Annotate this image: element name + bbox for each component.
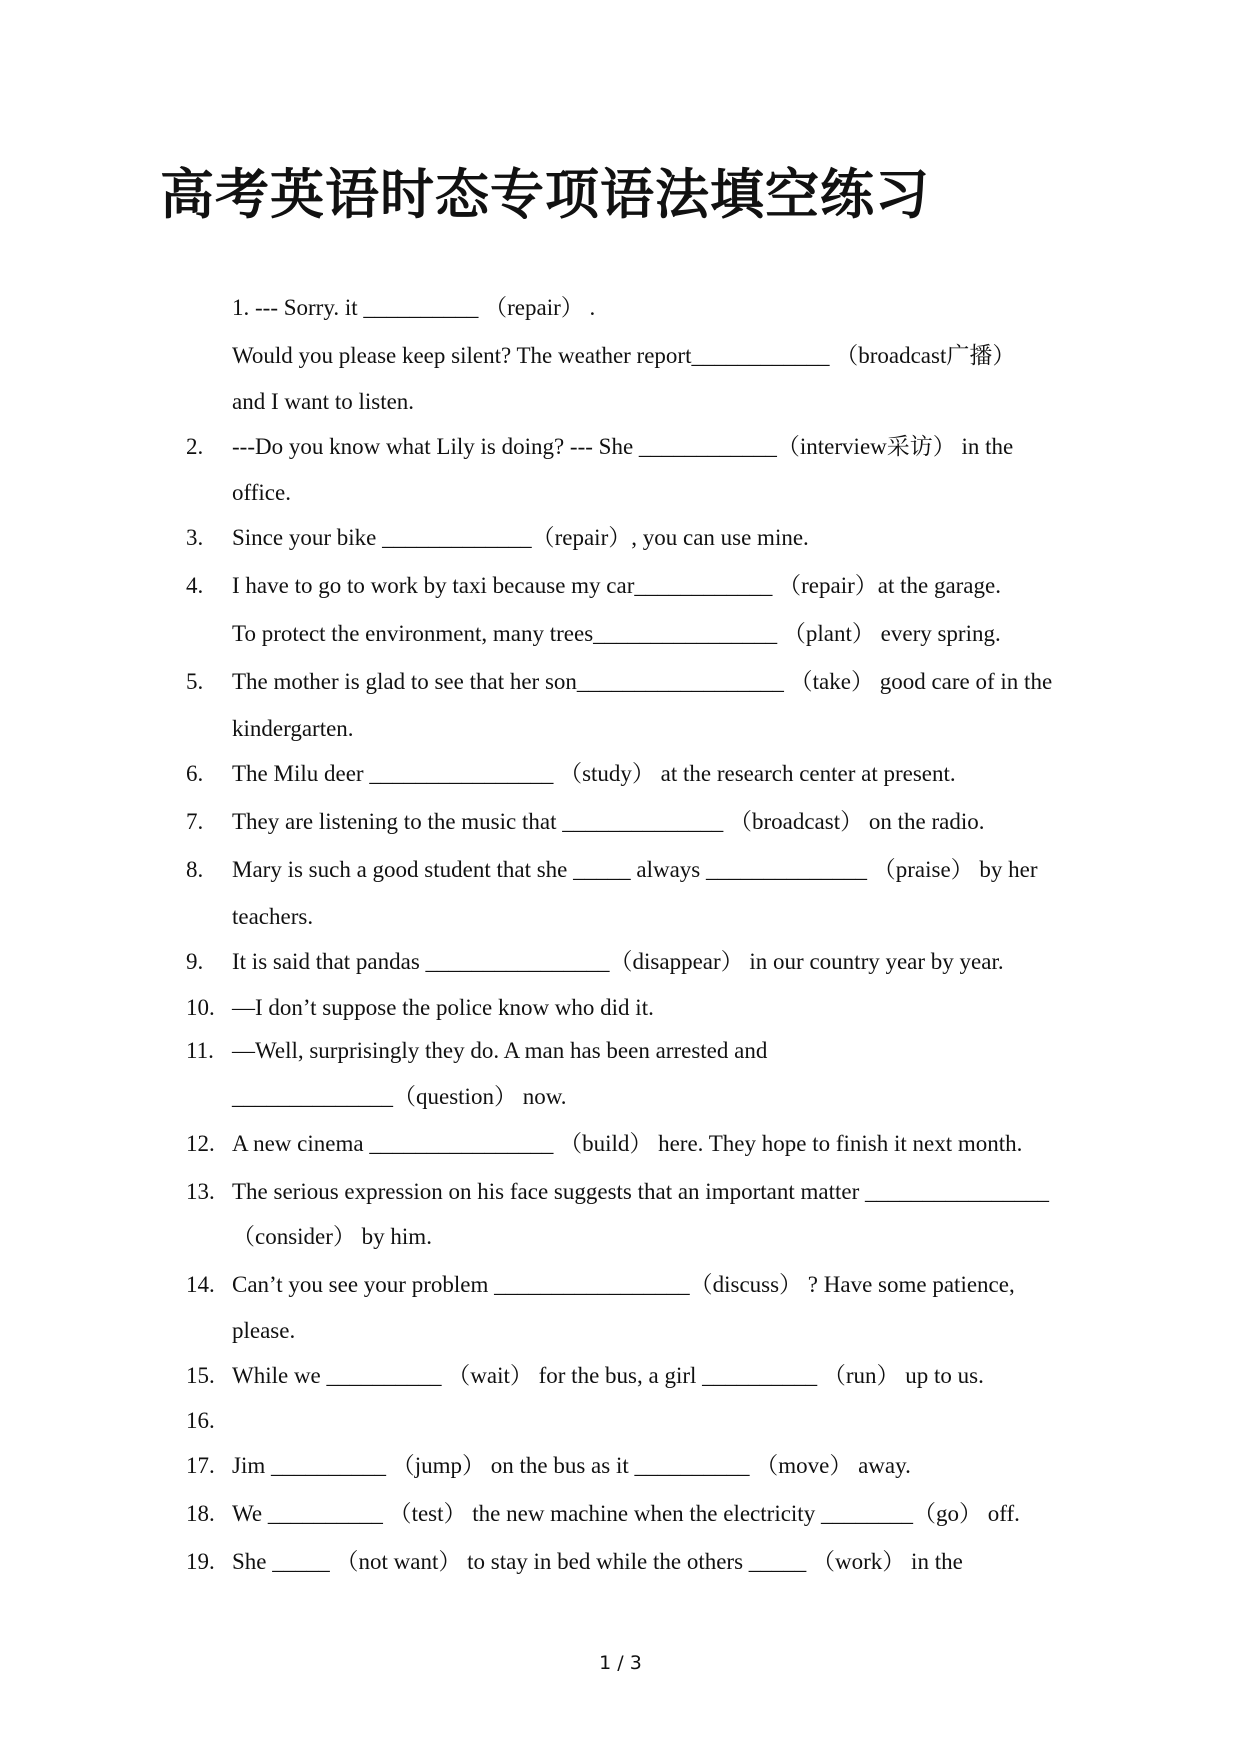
question-3-line-1: Since your bike _____________（repair）, you can use mine. bbox=[232, 525, 809, 550]
question-7-number: 7. bbox=[186, 809, 204, 834]
question-8-line-1: Mary is such a good student that she _____ always ______________ （praise） by her bbox=[232, 857, 1038, 882]
question-12-number: 12. bbox=[186, 1131, 215, 1156]
question-11-number: 11. bbox=[186, 1038, 214, 1063]
question-1-line-2-text: Would you please keep silent? The weather report____________ （broadcast广播） bbox=[232, 343, 1016, 368]
question-1-line-3: and I want to listen. bbox=[232, 389, 415, 414]
question-2-number: 2. bbox=[186, 434, 204, 459]
question-13-line-1: The serious expression on his face suggests that an important matter ________________ bbox=[232, 1179, 1049, 1204]
question-1-line-1: 1. --- Sorry. it __________ （repair） . bbox=[232, 295, 596, 320]
question-15-number: 15. bbox=[186, 1363, 215, 1388]
question-14-line-1: Can’t you see your problem _________________（discuss） ? Have some patience, bbox=[232, 1272, 1015, 1297]
question-8-number: 8. bbox=[186, 857, 204, 882]
question-11-line-1: —Well, surprisingly they do. A man has been arrested and bbox=[232, 1038, 768, 1063]
question-12-line-1: A new cinema ________________ （build） here. They hope to finish it next month. bbox=[232, 1131, 1023, 1156]
question-11-line-2: ______________（question） now. bbox=[232, 1084, 567, 1109]
question-17-line-1: Jim __________ （jump） on the bus as it __________ （move） away. bbox=[232, 1453, 911, 1478]
question-9-line-1: It is said that pandas ________________（disappear） in our country year by year. bbox=[232, 949, 1004, 974]
question-8-line-2: teachers. bbox=[232, 904, 314, 929]
question-19-line-1: She _____ （not want） to stay in bed while the others _____ （work） in the bbox=[232, 1549, 963, 1574]
question-6-line-1: The Milu deer ________________ （study） at the research center at present. bbox=[232, 761, 956, 786]
question-14-number: 14. bbox=[186, 1272, 215, 1297]
question-7-line-1: They are listening to the music that ______________ （broadcast） on the radio. bbox=[232, 809, 985, 834]
question-15-line-1: While we __________ （wait） for the bus, a girl __________ （run） up to us. bbox=[232, 1363, 984, 1388]
question-6-number: 6. bbox=[186, 761, 204, 786]
question-18-line-1: We __________ （test） the new machine when the electricity ________（go） off. bbox=[232, 1501, 1020, 1526]
question-2-line-2: office. bbox=[232, 480, 291, 505]
question-5-number: 5. bbox=[186, 669, 204, 694]
question-19-number: 19. bbox=[186, 1549, 215, 1574]
question-14-line-2: please. bbox=[232, 1318, 296, 1343]
question-2-line-1: ---Do you know what Lily is doing? --- She ____________（interview采访） in the bbox=[232, 434, 1014, 459]
question-1-line-2 bbox=[232, 341, 1112, 371]
question-18-number: 18. bbox=[186, 1501, 215, 1526]
question-10-line-1: —I don’t suppose the police know who did it. bbox=[232, 995, 654, 1020]
question-5-line-1: The mother is glad to see that her son__________________ （take） good care of in the bbox=[232, 669, 1053, 694]
question-13-number: 13. bbox=[186, 1179, 215, 1204]
question-4-line-2: To protect the environment, many trees________________ （plant） every spring. bbox=[232, 621, 1001, 646]
question-4-line-1: I have to go to work by taxi because my car____________ （repair）at the garage. bbox=[232, 573, 1001, 598]
question-13-line-2: （consider） by him. bbox=[232, 1224, 432, 1249]
question-9-number: 9. bbox=[186, 949, 204, 974]
question-10-number: 10. bbox=[186, 995, 215, 1020]
question-5-line-2: kindergarten. bbox=[232, 716, 354, 741]
question-17-number: 17. bbox=[186, 1453, 215, 1478]
page-number: 1 / 3 bbox=[599, 1652, 642, 1674]
page-title: 高考英语时态专项语法填空练习 bbox=[160, 162, 930, 226]
question-4-number: 4. bbox=[186, 573, 204, 598]
question-3-number: 3. bbox=[186, 525, 204, 550]
question-16-number: 16. bbox=[186, 1408, 215, 1433]
